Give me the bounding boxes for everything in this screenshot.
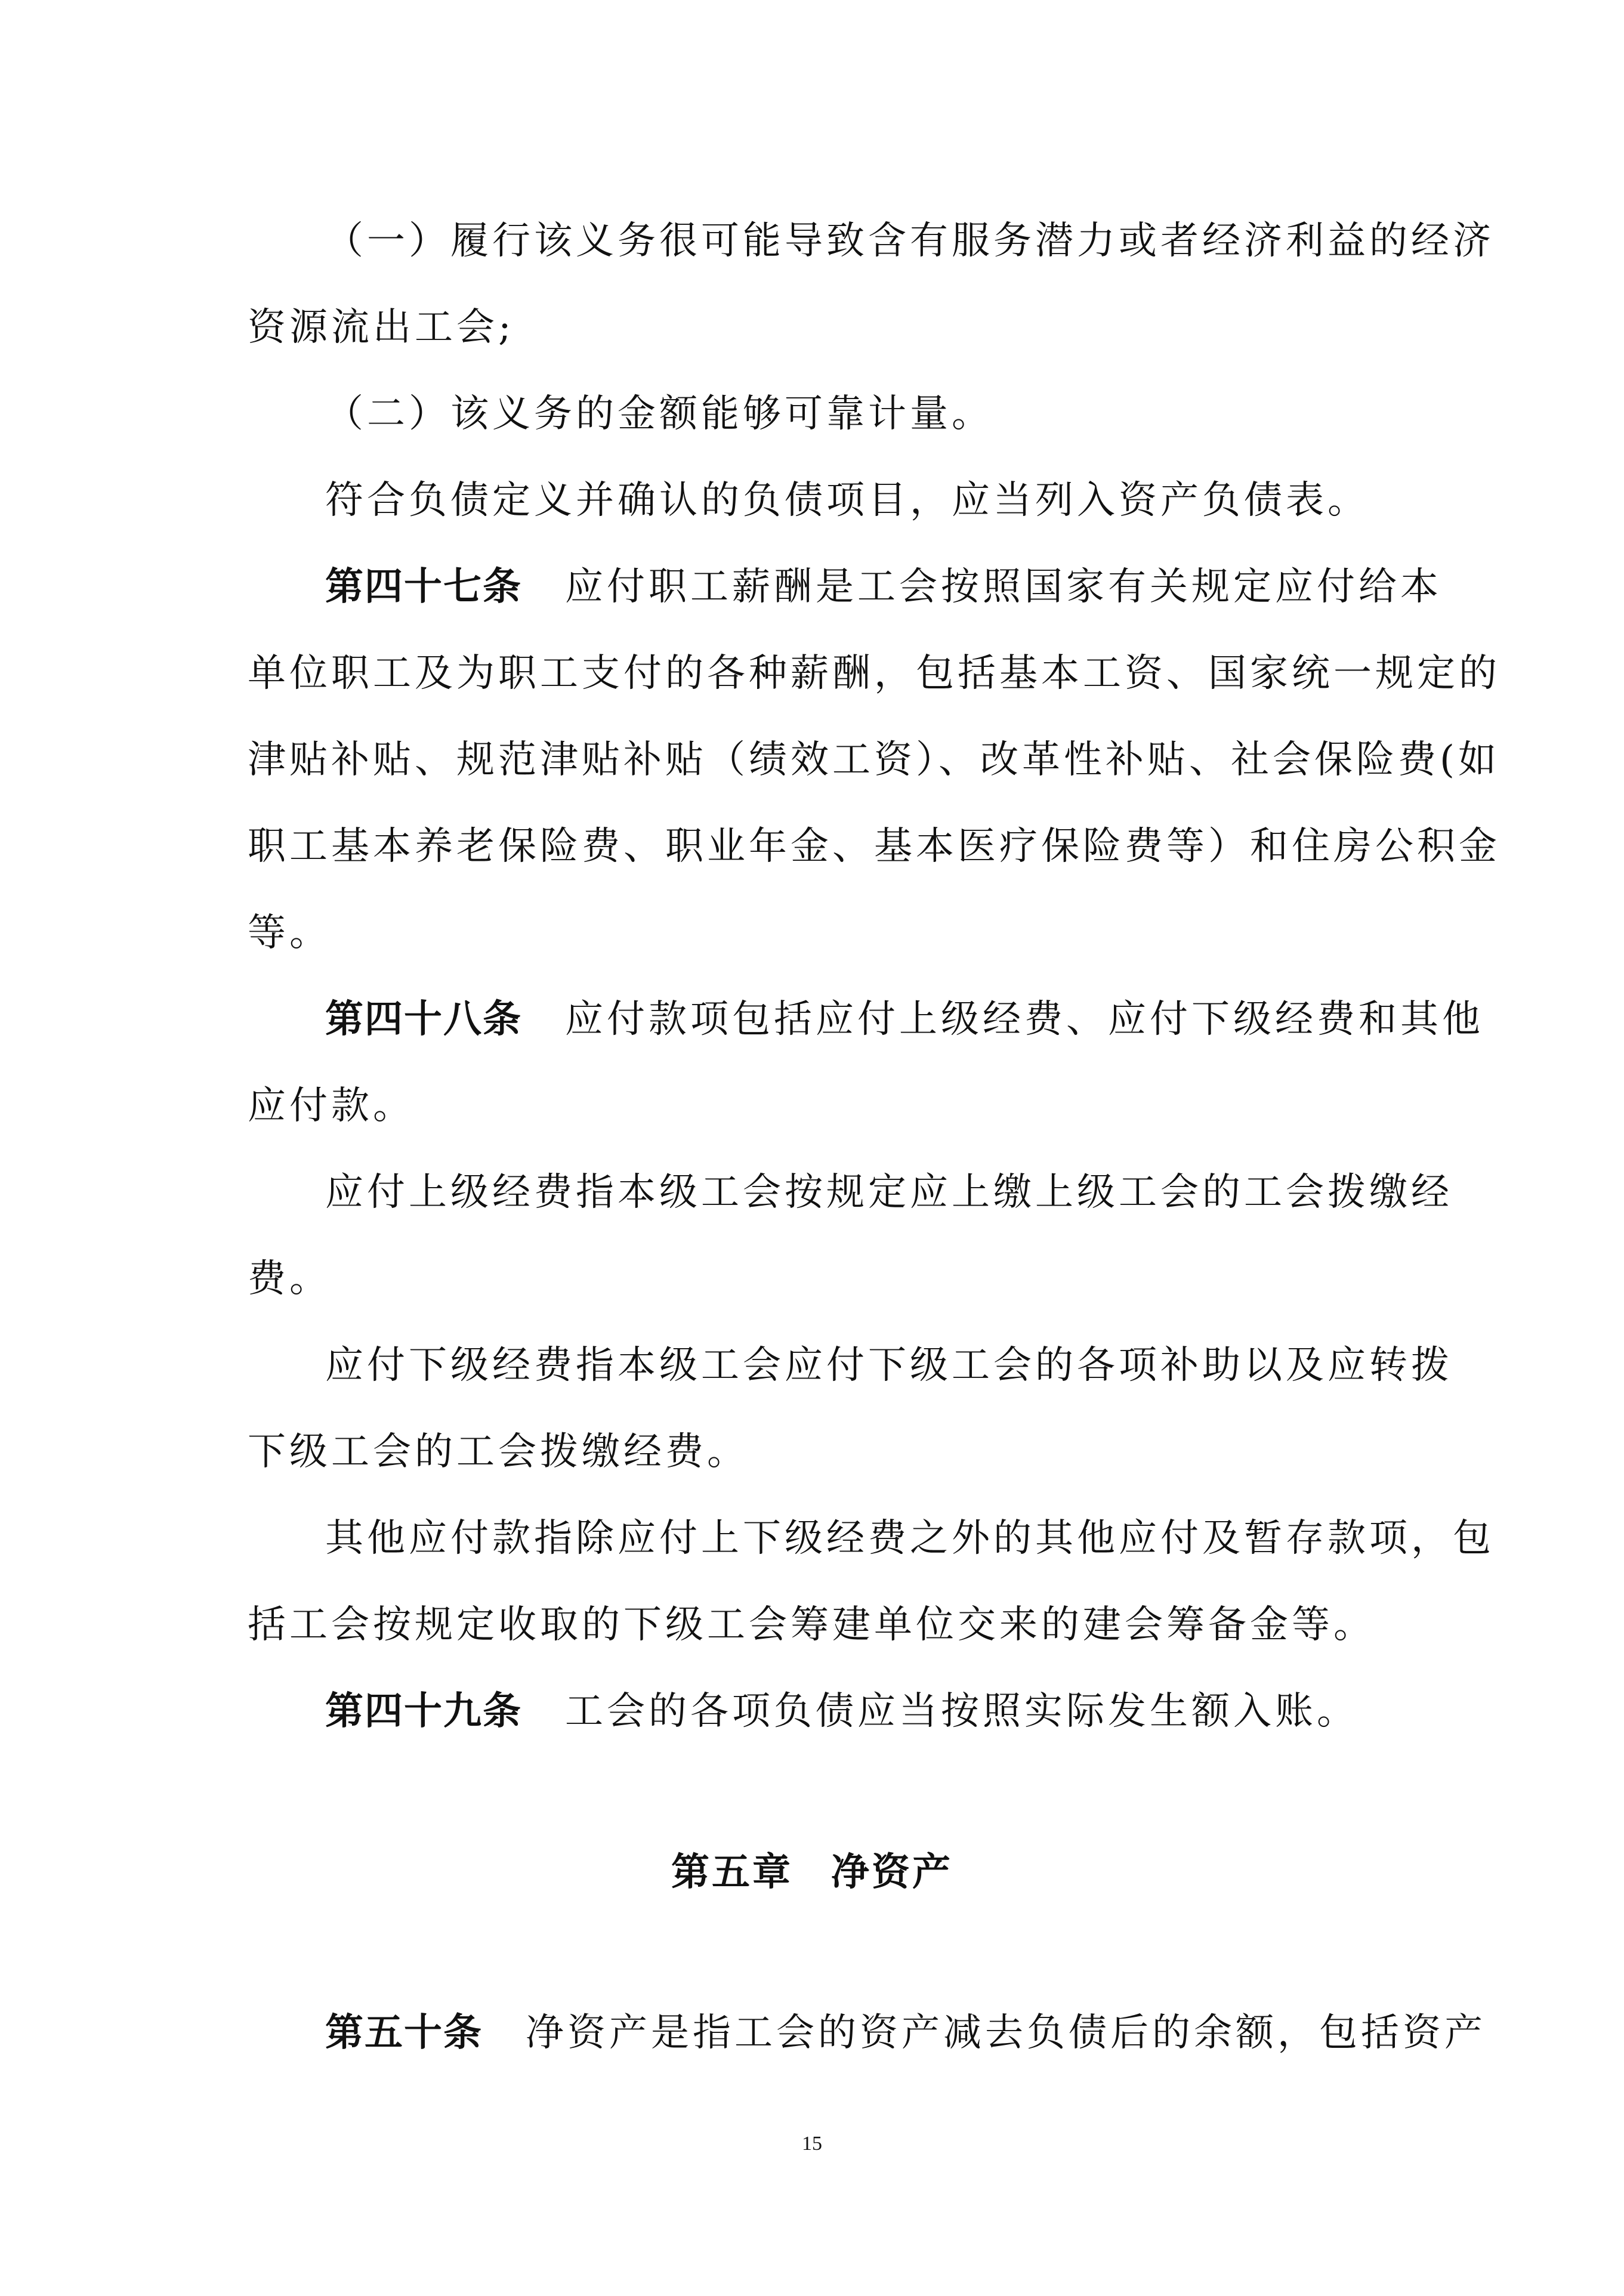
article-47-line-1 xyxy=(325,563,1442,611)
article-48-heading: 第四十八条 xyxy=(325,997,522,1042)
article-48-line-2: 应付款。 xyxy=(248,1084,415,1128)
article-47-text-1: 应付职工薪酬是工会按照国家有关规定应付给本 xyxy=(565,565,1442,609)
clause-1-line-2: 资源流出工会; xyxy=(248,305,515,350)
article-48-line-1 xyxy=(325,996,1484,1043)
page-number: 15 xyxy=(802,2133,822,2155)
article-47-line-4: 职工基本养老保险费、职业年金、基本医疗保险费等）和住房公积金 xyxy=(248,824,1500,869)
payable-lower-line-1: 应付下级经费指本级工会应付下级工会的各项补助以及应转拨 xyxy=(325,1343,1453,1388)
article-47-line-3: 津贴补贴、规范津贴补贴（绩效工资）、改革性补贴、社会保险费(如 xyxy=(248,738,1500,782)
article-47-line-2: 单位职工及为职工支付的各种薪酬，包括基本工资、国家统一规定的 xyxy=(248,651,1500,696)
liability-listing-line: 符合负债定义并确认的负债项目，应当列入资产负债表。 xyxy=(325,478,1369,523)
clause-2-line-1: （二）该义务的金额能够可靠计量。 xyxy=(325,392,993,436)
article-50-text-1: 净资产是指工会的资产减去负债后的余额，包括资产 xyxy=(526,2011,1486,2055)
chapter-number: 第五章 xyxy=(671,1850,793,1895)
article-49-text-1: 工会的各项负债应当按照实际发生额入账。 xyxy=(565,1689,1359,1733)
payable-upper-line-1: 应付上级经费指本级工会按规定应上缴上级工会的工会拨缴经 xyxy=(325,1170,1453,1215)
payable-lower-line-2: 下级工会的工会拨缴经费。 xyxy=(248,1430,749,1474)
article-50-heading: 第五十条 xyxy=(325,2011,483,2055)
clause-1-line-1: （一）履行该义务很可能导致含有服务潜力或者经济利益的经济 xyxy=(325,219,1495,263)
payable-upper-line-2: 费。 xyxy=(248,1257,331,1301)
article-50-line-1 xyxy=(325,2009,1486,2057)
article-47-line-5: 等。 xyxy=(248,911,331,955)
chapter-heading xyxy=(0,1849,1624,1896)
article-47-heading: 第四十七条 xyxy=(325,565,522,609)
article-49-heading: 第四十九条 xyxy=(325,1689,522,1733)
chapter-title: 净资产 xyxy=(831,1850,953,1895)
other-payable-line-2: 括工会按规定收取的下级工会筹建单位交来的建会筹备金等。 xyxy=(248,1603,1375,1647)
article-48-text-1: 应付款项包括应付上级经费、应付下级经费和其他 xyxy=(565,997,1484,1042)
other-payable-line-1: 其他应付款指除应付上下级经费之外的其他应付及暂存款项，包 xyxy=(325,1516,1495,1560)
article-49-line-1 xyxy=(325,1688,1359,1735)
